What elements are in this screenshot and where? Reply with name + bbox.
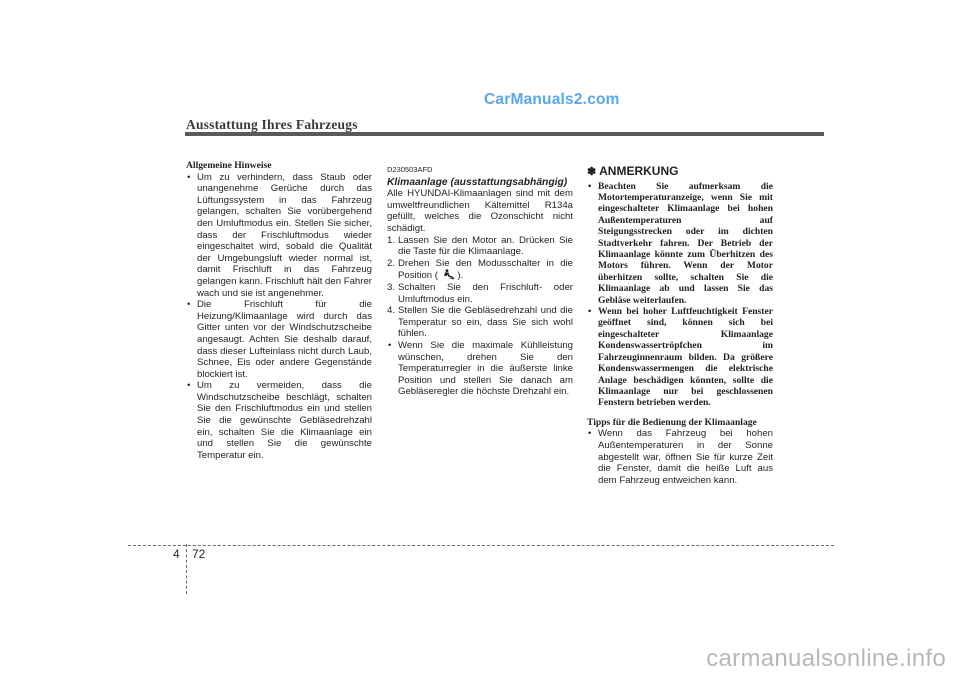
list-item: • Um zu vermeiden, dass die Windschutzscheibe beschlägt, schalten Sie den Frischluftmodus ein und stellen Sie die gewünschte Gebläsedrehzahl ein, schalten Sie die Klimaanlage ein und stellen Sie die gewünschte Temperatur ein. bbox=[186, 380, 372, 461]
chapter-number: 4 bbox=[173, 547, 180, 561]
floor-vent-mode-icon bbox=[441, 269, 455, 280]
list-item bbox=[387, 282, 573, 305]
general-notes-heading: Allgemeine Hinweise bbox=[186, 160, 272, 171]
list-item: • Die Frischluft für die Heizung/Klimaanlage wird durch das Gitter unten vor der Windschutzscheibe angesaugt. Achten Sie deshalb darauf, dass dieser Lufteinlass nicht durch Laub, Schnee, Eis oder andere Gegenstände blockiert ist. bbox=[186, 299, 372, 380]
tips-heading: Tipps für die Bedienung der Klimaanlage bbox=[587, 416, 757, 428]
note-heading bbox=[587, 166, 773, 179]
column-general-notes bbox=[186, 160, 372, 461]
intro-paragraph: Alle HYUNDAI-Klimaanlagen sind mit dem umweltfreundlichen Kältemittel R134a gefüllt, welches die Ozonschicht nicht schädigt. bbox=[387, 188, 573, 234]
step-number: 1. bbox=[387, 234, 396, 246]
list-item bbox=[387, 235, 573, 258]
page-header-title: Ausstattung Ihres Fahrzeugs bbox=[186, 117, 358, 132]
footer-rule bbox=[128, 545, 834, 546]
note-title: ANMERKUNG bbox=[599, 164, 679, 178]
page-number: 72 bbox=[192, 547, 206, 561]
header-rule bbox=[185, 132, 824, 136]
column-air-conditioning bbox=[387, 160, 573, 398]
list-item bbox=[387, 305, 573, 340]
footer-divider bbox=[186, 544, 187, 594]
step-text: Stellen Sie die Gebläsedrehzahl und die Temperatur so ein, dass Sie sich wohl fühlen. bbox=[398, 305, 573, 340]
tips-list bbox=[587, 428, 773, 486]
note-star-icon: ✽ bbox=[587, 166, 597, 178]
list-item: • Um zu verhindern, dass Staub oder unangenehme Gerüche durch das Lüftungssystem in das Fahrzeug gelangen, schalten Sie vorübergehend den Umluftmodus ein. Stellen Sie sicher, dass der Frischluftmodus wieder eingeschaltet wird, sobald die Qualität der Umgebungsluft wieder normal ist, damit Frischluft in das Fahrzeug gelangen kann. Frischluft hält den Fahrer wach und sie ist angenehmer. bbox=[186, 172, 372, 300]
steps-list bbox=[387, 235, 573, 340]
note-list bbox=[587, 181, 773, 409]
watermark-carmanualsonline[interactable]: carmanualsonline.info bbox=[706, 645, 946, 672]
step-number: 3. bbox=[387, 281, 396, 293]
list-item: • Wenn bei hoher Luftfeuchtigkeit Fenster geöffnet sind, können sich bei eingeschalteter Klimaanlage Kondenswassertröpfchen im Fahrzeuginnenraum bilden. Da größere Kondenswassermengen die elektrische Anlage beschädigen könnten, sollte die Klimaanlage nur bei geschlossenen Fenstern betrieben werden. bbox=[587, 306, 773, 409]
step-text: Drehen Sie den Modusschalter in die Position ( bbox=[398, 257, 573, 282]
section-code: D230503AFD bbox=[387, 165, 433, 174]
step-text: Lassen Sie den Motor an. Drücken Sie die Taste für die Klimaanlage. bbox=[398, 234, 573, 258]
step-text-end: ). bbox=[457, 270, 464, 282]
section-title: Klimaanlage (ausstattungsabhängig) bbox=[387, 176, 568, 188]
list-item: • Wenn Sie die maximale Kühlleistung wünschen, drehen Sie den Temperaturregler in die äußerste linke Position und stellen Sie danach am Gebläseregler die höchste Drehzahl ein. bbox=[387, 340, 573, 398]
general-notes-list bbox=[186, 172, 372, 462]
step-text: Schalten Sie den Frischluft- oder Umluftmodus ein. bbox=[398, 281, 573, 305]
step-number: 2. bbox=[387, 257, 396, 269]
list-item: • Beachten Sie aufmerksam die Motortemperaturanzeige, wenn Sie mit eingeschalteter Klimaanlage bei hohen Außentemperaturen auf Steigungsstrecken oder im dichten Stadtverkehr fahren. Der Betrieb der Klimaanlage könnte zum Überhitzen des Motors führen. Wenn der Motor überhitzen sollte, schalten Sie die Klimaanlage ab und lassen Sie das Gebläse weiterlaufen. bbox=[587, 181, 773, 306]
cooling-tip-list bbox=[387, 340, 573, 398]
column-note bbox=[587, 160, 773, 486]
watermark-carmanuals2[interactable]: CarManuals2.com bbox=[484, 91, 620, 108]
list-item: • Wenn das Fahrzeug bei hohen Außentemperaturen in der Sonne abgestellt war, öffnen Sie für kurze Zeit die Fenster, damit die heiße Luft aus dem Fahrzeug entweichen kann. bbox=[587, 428, 773, 486]
step-number: 4. bbox=[387, 305, 396, 317]
list-item bbox=[387, 258, 573, 282]
